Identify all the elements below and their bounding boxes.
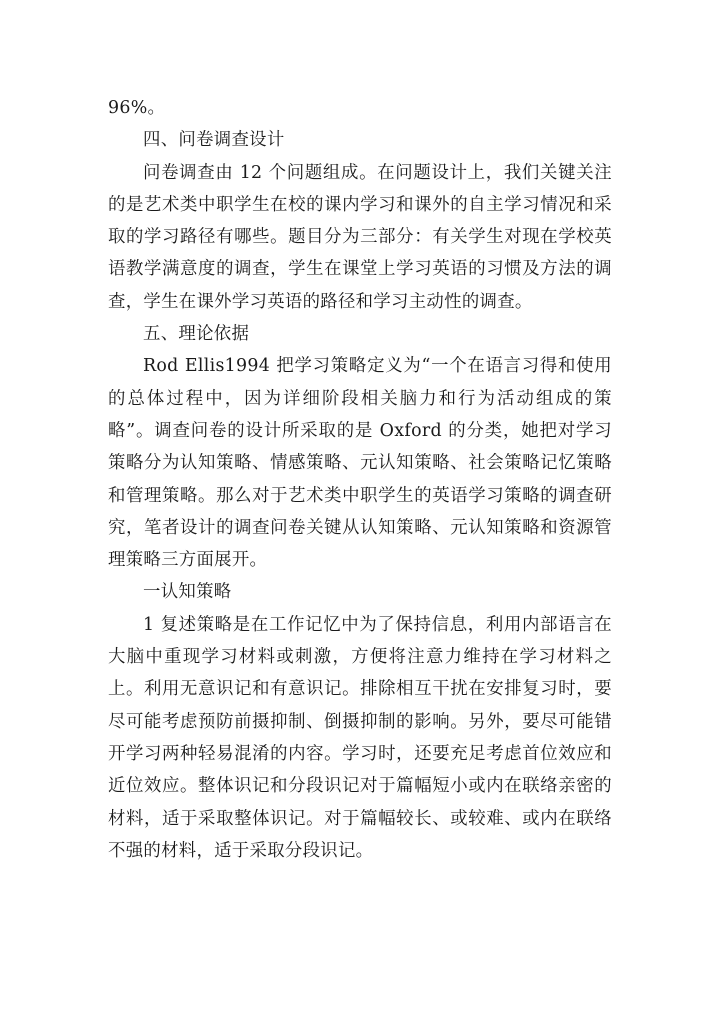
section-heading-questionnaire-design: 四、问卷调查设计 [143, 130, 285, 151]
paragraph-questionnaire-design: 问卷调查由 12 个问题组成。在问题设计上，我们关键关注的是艺术类中职学生在校的课内学习和课外的自主学习情况和采取的学习路径有哪些。题目分为三部分：有关学生对现在学校英语教学满意度的调查，学生在课堂上学习英语的习惯及方法的调查，学生在课外学习英语的路径和学习主动性的调查。 [108, 162, 612, 312]
paragraph-theoretical-basis: Rod Ellis1994 把学习策略定义为“一个在语言习得和使用的总体过程中，因为详细阶段相关脑力和行为活动组成的策略”。调查问卷的设计所采取的是 Oxford 的分类，她把对学习策略分为认知策略、情感策略、元认知策略、社会策略记忆策略和管理策略。那么对于艺术类中职学生的英语学习策略的调查研究，笔者设计的调查问卷关键从认知策略、元认知策略和资源管理策略三方面展开。 [108, 356, 612, 571]
subsection-heading-cognitive-strategy: 一认知策略 [143, 582, 232, 603]
section-heading-theoretical-basis: 五、理论依据 [143, 324, 250, 345]
paragraph-fragment: 96%。 [108, 98, 166, 118]
document-body [108, 92, 612, 867]
paragraph-rehearsal-strategy: 1 复述策略是在工作记忆中为了保持信息，利用内部语言在大脑中重现学习材料或刺激，方便将注意力维持在学习材料之上。利用无意识记和有意识记。排除相互干扰在安排复习时，要尽可能考虑预防前摄抑制、倒摄抑制的影响。另外，要尽可能错开学习两种轻易混淆的内容。学习时，还要充足考虑首位效应和近位效应。整体识记和分段识记对于篇幅短小或内在联络亲密的材料，适于采取整体识记。对于篇幅较长、或较难、或内在联络不强的材料，适于采取分段识记。 [108, 614, 612, 861]
